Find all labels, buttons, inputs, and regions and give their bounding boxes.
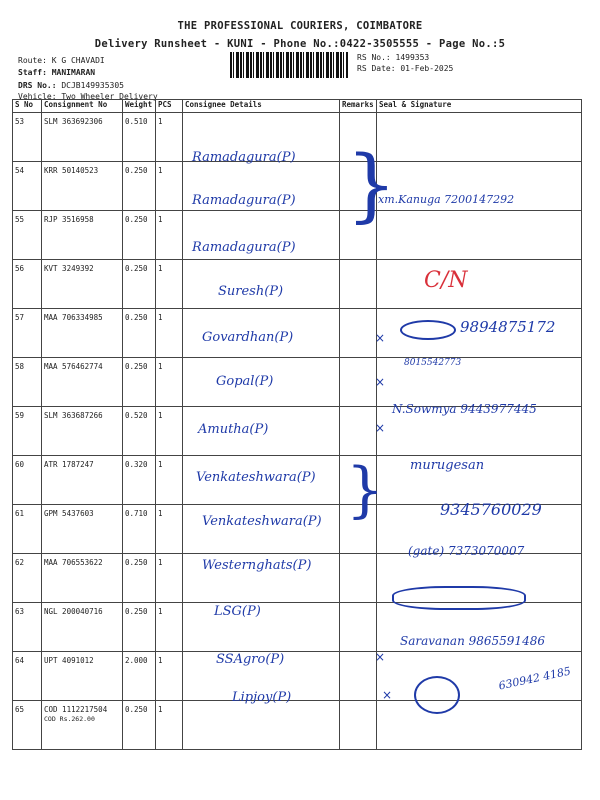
handwritten-signature: N.Sowmya 9443977445 bbox=[392, 402, 537, 416]
pcs: 1 bbox=[156, 260, 183, 309]
drs-number bbox=[18, 81, 124, 90]
handwritten-consignee: Venkateshwara(P) bbox=[202, 514, 322, 529]
col-sno: S No bbox=[13, 100, 42, 113]
handwritten-consignee: Ramadagura(P) bbox=[192, 240, 296, 255]
pcs: 1 bbox=[156, 554, 183, 603]
signature-scribble bbox=[414, 676, 460, 714]
consignment-no: KVT 3249392 bbox=[42, 260, 123, 309]
weight: 2.000 bbox=[123, 652, 156, 701]
col-remarks: Remarks bbox=[340, 100, 377, 113]
grouping-brace: } bbox=[346, 455, 385, 525]
drs-value: DCJB149935305 bbox=[61, 81, 124, 90]
col-signature: Seal & Signature bbox=[377, 100, 582, 113]
drs-label: DRS No.: bbox=[18, 81, 57, 90]
pcs: 1 bbox=[156, 456, 183, 505]
pcs: 1 bbox=[156, 211, 183, 260]
weight: 0.250 bbox=[123, 603, 156, 652]
pcs: 1 bbox=[156, 505, 183, 554]
consignee-cell bbox=[183, 701, 340, 750]
pcs: 1 bbox=[156, 358, 183, 407]
sno: 63 bbox=[13, 603, 42, 652]
sno: 53 bbox=[13, 113, 42, 162]
table-row bbox=[13, 652, 582, 701]
col-weight: Weight bbox=[123, 100, 156, 113]
consignment-no: ATR 1787247 bbox=[42, 456, 123, 505]
handwritten-signature: Saravanan 9865591486 bbox=[400, 634, 545, 648]
remarks-cell bbox=[340, 701, 377, 750]
sno: 61 bbox=[13, 505, 42, 554]
sno: 65 bbox=[13, 701, 42, 750]
remarks-cell bbox=[340, 554, 377, 603]
consignment-no: MAA 706553622 bbox=[42, 554, 123, 603]
x-mark: × bbox=[375, 421, 386, 435]
sno: 62 bbox=[13, 554, 42, 603]
consignment-no: NGL 200040716 bbox=[42, 603, 123, 652]
consignment-no: SLM 363692306 bbox=[42, 113, 123, 162]
x-mark: × bbox=[382, 688, 393, 702]
table-row bbox=[13, 701, 582, 750]
x-mark: × bbox=[375, 331, 386, 345]
signature-cell bbox=[377, 701, 582, 750]
weight: 0.710 bbox=[123, 505, 156, 554]
handwritten-consignee: Ramadagura(P) bbox=[192, 193, 296, 208]
weight: 0.250 bbox=[123, 358, 156, 407]
staff-label: Staff: bbox=[18, 68, 47, 77]
grouping-brace: } bbox=[346, 138, 397, 231]
weight: 0.520 bbox=[123, 407, 156, 456]
sno: 54 bbox=[13, 162, 42, 211]
pcs: 1 bbox=[156, 113, 183, 162]
weight: 0.250 bbox=[123, 554, 156, 603]
weight: 0.250 bbox=[123, 162, 156, 211]
rs-number: RS No.: 1499353 bbox=[357, 53, 430, 62]
signature-scribble bbox=[400, 320, 456, 340]
consignment-no: MAA 706334985 bbox=[42, 309, 123, 358]
consignment-no: UPT 4091012 bbox=[42, 652, 123, 701]
weight: 0.510 bbox=[123, 113, 156, 162]
handwritten-consignee: Ramadagura(P) bbox=[192, 150, 296, 165]
handwritten-signature: 9894875172 bbox=[460, 318, 556, 336]
consignee-cell bbox=[183, 603, 340, 652]
col-consignee: Consignee Details bbox=[183, 100, 340, 113]
remarks-cell bbox=[340, 358, 377, 407]
document-subtitle: Delivery Runsheet - KUNI - Phone No.:0422-3505555 - Page No.:5 bbox=[94, 38, 506, 50]
handwritten-consignee: Lipjoy(P) bbox=[232, 690, 292, 705]
sno: 55 bbox=[13, 211, 42, 260]
sno: 57 bbox=[13, 309, 42, 358]
handwritten-consignee: LSG(P) bbox=[214, 604, 261, 619]
signature-scribble bbox=[392, 586, 526, 610]
consignment-no bbox=[42, 701, 123, 750]
handwritten-signature: (gate) 7373070007 bbox=[408, 544, 525, 558]
pcs: 1 bbox=[156, 701, 183, 750]
x-mark: × bbox=[375, 375, 386, 389]
consignment-no: MAA 576462774 bbox=[42, 358, 123, 407]
pcs: 1 bbox=[156, 603, 183, 652]
handwritten-consignee: Suresh(P) bbox=[218, 284, 284, 299]
table-row bbox=[13, 260, 582, 309]
pcs: 1 bbox=[156, 652, 183, 701]
weight: 0.320 bbox=[123, 456, 156, 505]
handwritten-consignee: Amutha(P) bbox=[198, 422, 269, 437]
barcode bbox=[230, 52, 348, 78]
remarks-cell bbox=[340, 260, 377, 309]
handwritten-remark: C/N bbox=[424, 268, 468, 293]
pcs: 1 bbox=[156, 309, 183, 358]
weight: 0.250 bbox=[123, 309, 156, 358]
weight: 0.250 bbox=[123, 701, 156, 750]
consignment-no: GPM 5437603 bbox=[42, 505, 123, 554]
consignment-value: COD 1112217504 bbox=[44, 705, 108, 714]
handwritten-consignee: Gopal(P) bbox=[216, 374, 274, 389]
sno: 56 bbox=[13, 260, 42, 309]
handwritten-consignee: Westernghats(P) bbox=[202, 558, 312, 573]
handwritten-signature: 8015542773 bbox=[404, 358, 462, 368]
rs-date: RS Date: 01-Feb-2025 bbox=[357, 64, 454, 73]
table-row bbox=[13, 113, 582, 162]
consignment-no: SLM 363687266 bbox=[42, 407, 123, 456]
cod-note: COD Rs.262.00 bbox=[44, 715, 95, 723]
table-row bbox=[13, 358, 582, 407]
handwritten-signature: xm.Kanuga 7200147292 bbox=[378, 193, 515, 206]
col-consignment: Consignment No bbox=[42, 100, 123, 113]
col-pcs: PCS bbox=[156, 100, 183, 113]
remarks-cell bbox=[340, 652, 377, 701]
sno: 60 bbox=[13, 456, 42, 505]
handwritten-signature: murugesan bbox=[410, 458, 485, 473]
consignee-cell bbox=[183, 505, 340, 554]
route: Route: K G CHAVADI bbox=[18, 56, 105, 65]
handwritten-consignee: Govardhan(P) bbox=[202, 330, 294, 345]
handwritten-consignee: Venkateshwara(P) bbox=[196, 470, 316, 485]
handwritten-signature: 630942 4185 bbox=[497, 664, 573, 693]
sno: 58 bbox=[13, 358, 42, 407]
consignment-no: KRR 50140523 bbox=[42, 162, 123, 211]
remarks-cell bbox=[340, 603, 377, 652]
consignment-no: RJP 3516958 bbox=[42, 211, 123, 260]
weight: 0.250 bbox=[123, 211, 156, 260]
handwritten-consignee: SSAgro(P) bbox=[216, 652, 285, 667]
weight: 0.250 bbox=[123, 260, 156, 309]
document-title: THE PROFESSIONAL COURIERS, COIMBATORE bbox=[177, 20, 423, 32]
signature-cell bbox=[377, 113, 582, 162]
sno: 59 bbox=[13, 407, 42, 456]
handwritten-signature: 9345760029 bbox=[440, 500, 542, 519]
signature-cell bbox=[377, 211, 582, 260]
staff bbox=[18, 68, 95, 77]
pcs: 1 bbox=[156, 407, 183, 456]
pcs: 1 bbox=[156, 162, 183, 211]
table-row bbox=[13, 211, 582, 260]
signature-cell bbox=[377, 260, 582, 309]
staff-name: MANIMARAN bbox=[51, 68, 96, 77]
remarks-cell bbox=[340, 309, 377, 358]
sno: 64 bbox=[13, 652, 42, 701]
remarks-cell bbox=[340, 407, 377, 456]
vehicle: Vehicle: Two Wheeler Delivery bbox=[18, 92, 158, 101]
table-header-row bbox=[13, 100, 582, 113]
x-mark: × bbox=[375, 650, 386, 664]
